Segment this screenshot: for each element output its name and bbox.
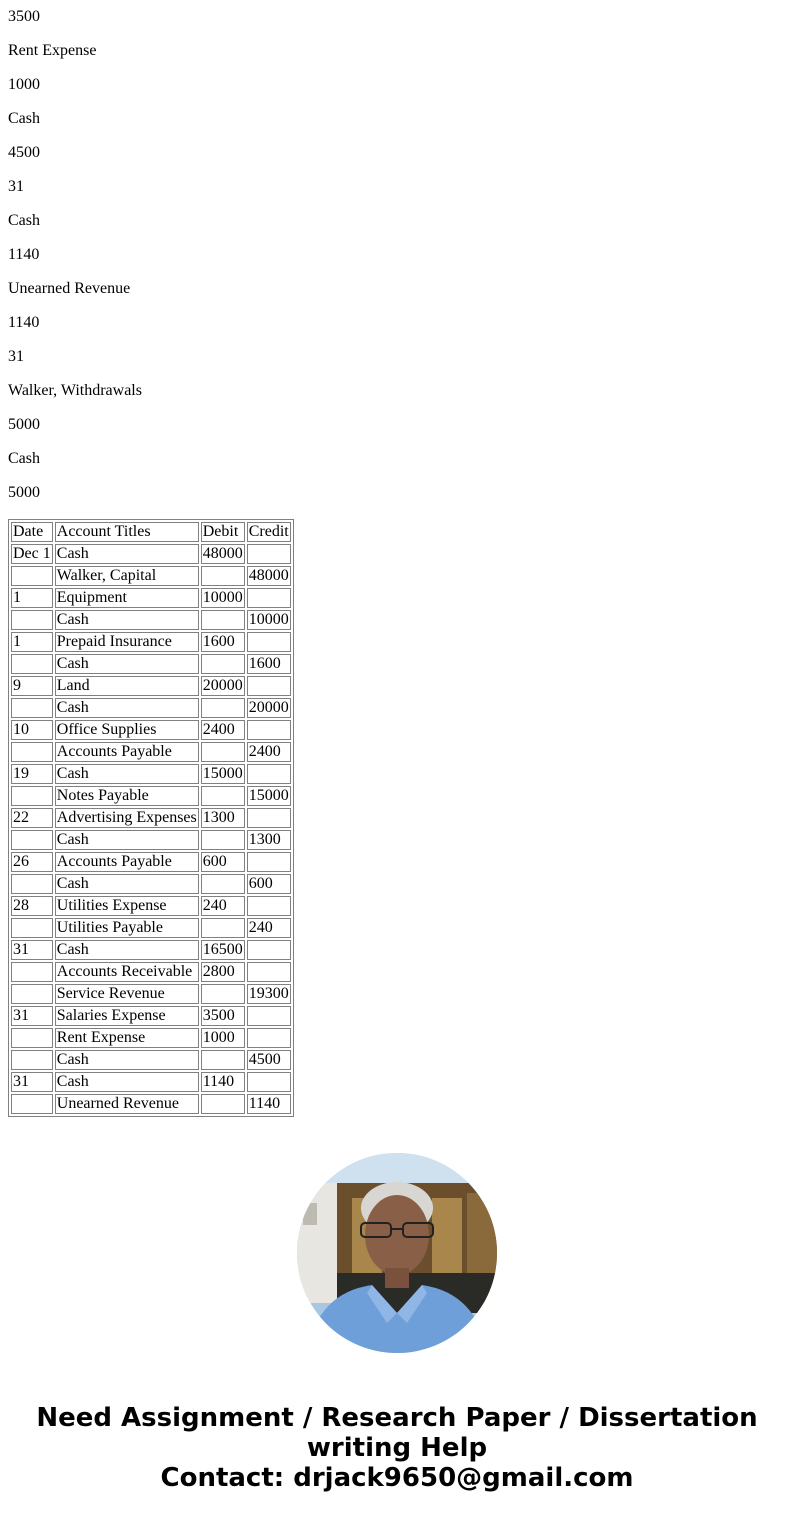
date-cell xyxy=(11,786,53,806)
credit-cell xyxy=(247,808,291,828)
account-title-cell: Cash xyxy=(55,940,199,960)
credit-cell xyxy=(247,852,291,872)
credit-cell xyxy=(247,764,291,784)
debit-cell xyxy=(201,610,245,630)
table-row xyxy=(11,742,291,762)
journal-entry xyxy=(11,896,291,938)
debit-cell xyxy=(201,1050,245,1070)
text-line: 1140 xyxy=(8,314,40,331)
table-header xyxy=(11,522,291,542)
account-title-cell: Walker, Capital xyxy=(55,566,199,586)
table-row xyxy=(11,874,291,894)
account-title-cell: Prepaid Insurance xyxy=(55,632,199,652)
journal-table-container[interactable] xyxy=(8,519,294,1123)
debit-cell xyxy=(201,654,245,674)
text-line: 4500 xyxy=(8,144,40,161)
table-row xyxy=(11,654,291,674)
text-line: 5000 xyxy=(8,484,40,501)
banner-line-2: writing Help xyxy=(306,1433,488,1463)
debit-cell xyxy=(201,830,245,850)
table-row xyxy=(11,786,291,806)
author-photo-icon xyxy=(297,1153,497,1353)
date-cell: 26 xyxy=(11,852,53,872)
account-title-cell: Salaries Expense xyxy=(55,1006,199,1026)
date-cell xyxy=(11,1050,53,1070)
date-cell xyxy=(11,918,53,938)
journal-entry xyxy=(11,808,291,850)
date-cell xyxy=(11,874,53,894)
table-row xyxy=(11,1050,291,1070)
date-cell: 1 xyxy=(11,588,53,608)
text-line: 1140 xyxy=(8,246,40,263)
account-title-cell: Rent Expense xyxy=(55,1028,199,1048)
table-row xyxy=(11,566,291,586)
debit-cell xyxy=(201,984,245,1004)
table-row xyxy=(11,830,291,850)
credit-cell: 1600 xyxy=(247,654,291,674)
account-title-cell: Service Revenue xyxy=(55,984,199,1004)
journal-text-lines xyxy=(8,0,142,510)
header-date: Date xyxy=(11,522,53,542)
table-row xyxy=(11,676,291,696)
credit-cell xyxy=(247,940,291,960)
debit-cell: 1300 xyxy=(201,808,245,828)
text-line: 31 xyxy=(8,348,24,365)
debit-cell: 2400 xyxy=(201,720,245,740)
debit-cell xyxy=(201,874,245,894)
date-cell: 9 xyxy=(11,676,53,696)
text-line: 3500 xyxy=(8,8,40,25)
journal-entry xyxy=(11,676,291,718)
banner-line-1: Need Assignment / Research Paper / Dissertation xyxy=(36,1403,758,1433)
account-title-cell: Accounts Payable xyxy=(55,852,199,872)
credit-cell xyxy=(247,1028,291,1048)
header-row xyxy=(11,522,291,542)
date-cell xyxy=(11,1094,53,1114)
text-line: Cash xyxy=(8,110,40,127)
account-title-cell: Utilities Expense xyxy=(55,896,199,916)
account-title-cell: Accounts Payable xyxy=(55,742,199,762)
debit-cell xyxy=(201,786,245,806)
date-cell xyxy=(11,962,53,982)
date-cell: 19 xyxy=(11,764,53,784)
table-row xyxy=(11,764,291,784)
account-title-cell: Land xyxy=(55,676,199,696)
journal-entry xyxy=(11,1072,291,1114)
date-cell xyxy=(11,610,53,630)
debit-cell xyxy=(201,1094,245,1114)
table-row xyxy=(11,544,291,564)
credit-cell xyxy=(247,896,291,916)
credit-cell xyxy=(247,588,291,608)
credit-cell: 19300 xyxy=(248,985,289,1002)
author-avatar xyxy=(297,1153,497,1353)
credit-cell: 1300 xyxy=(247,830,291,850)
date-cell xyxy=(11,984,53,1004)
date-cell xyxy=(11,566,53,586)
credit-cell xyxy=(247,544,291,564)
date-cell xyxy=(11,742,53,762)
debit-cell: 1140 xyxy=(201,1072,245,1092)
date-cell: 31 xyxy=(11,1006,53,1026)
table-row xyxy=(11,1094,291,1114)
account-title-cell: Cash xyxy=(55,1072,199,1092)
account-title-cell: Cash xyxy=(55,764,199,784)
journal-entry xyxy=(11,720,291,762)
debit-cell xyxy=(201,566,245,586)
date-cell: 28 xyxy=(11,896,53,916)
debit-cell: 3500 xyxy=(201,1006,245,1026)
account-title-cell: Advertising Expenses xyxy=(56,809,197,826)
credit-cell: 48000 xyxy=(248,567,289,584)
account-title-cell: Cash xyxy=(55,1050,199,1070)
account-title-cell: Cash xyxy=(55,544,199,564)
text-line: Walker, Withdrawals xyxy=(8,382,142,399)
journal-entry xyxy=(11,632,291,674)
table-row xyxy=(11,698,291,718)
debit-cell: 10000 xyxy=(202,589,243,606)
account-title-cell: Cash xyxy=(55,874,199,894)
date-cell xyxy=(11,830,53,850)
header-account-titles: Account Titles xyxy=(55,522,199,542)
account-title-cell: Cash xyxy=(55,610,199,630)
table-row xyxy=(11,808,291,828)
table-row xyxy=(11,1072,291,1092)
debit-cell: 20000 xyxy=(202,677,243,694)
credit-cell: 600 xyxy=(247,874,291,894)
debit-cell: 48000 xyxy=(202,545,243,562)
contact-banner xyxy=(0,1403,794,1493)
account-title-cell: Cash xyxy=(55,830,199,850)
journal-table xyxy=(8,519,294,1117)
table-row xyxy=(11,720,291,740)
debit-cell: 2800 xyxy=(201,962,245,982)
date-cell: 1 xyxy=(11,632,53,652)
credit-cell: 240 xyxy=(247,918,291,938)
journal-entry xyxy=(11,544,291,586)
text-line: Unearned Revenue xyxy=(8,280,131,297)
header-debit: Debit xyxy=(201,522,245,542)
account-title-cell: Utilities Payable xyxy=(55,918,199,938)
text-line: Cash xyxy=(8,212,40,229)
text-line: Cash xyxy=(8,450,40,467)
credit-cell: 15000 xyxy=(248,787,289,804)
credit-cell xyxy=(247,1072,291,1092)
journal-entry xyxy=(11,764,291,806)
date-cell xyxy=(11,1028,53,1048)
table-row xyxy=(11,962,291,982)
journal-entry xyxy=(11,1006,291,1070)
date-cell: 10 xyxy=(11,720,53,740)
credit-cell xyxy=(247,676,291,696)
account-title-cell: Equipment xyxy=(55,588,199,608)
account-title-cell: Notes Payable xyxy=(55,786,199,806)
credit-cell: 10000 xyxy=(248,611,289,628)
date-cell xyxy=(11,698,53,718)
credit-cell: 1140 xyxy=(247,1094,291,1114)
credit-cell xyxy=(247,720,291,740)
debit-cell: 15000 xyxy=(202,765,243,782)
text-line: Rent Expense xyxy=(8,42,97,59)
date-cell: 22 xyxy=(11,808,53,828)
account-title-cell: Unearned Revenue xyxy=(55,1094,199,1114)
credit-cell xyxy=(247,962,291,982)
debit-cell: 1600 xyxy=(201,632,245,652)
journal-entry xyxy=(11,852,291,894)
table-row xyxy=(11,588,291,608)
table-row xyxy=(11,632,291,652)
debit-cell xyxy=(201,742,245,762)
debit-cell xyxy=(201,918,245,938)
journal-entry xyxy=(11,940,291,1004)
debit-cell: 1000 xyxy=(201,1028,245,1048)
account-title-cell: Cash xyxy=(55,698,199,718)
debit-cell xyxy=(201,698,245,718)
table-row xyxy=(11,610,291,630)
table-row xyxy=(11,940,291,960)
table-row xyxy=(11,984,291,1004)
journal-entry xyxy=(11,588,291,630)
credit-cell: 2400 xyxy=(247,742,291,762)
text-line: 5000 xyxy=(8,416,40,433)
text-line: 1000 xyxy=(8,76,40,93)
contact-email-line[interactable]: Contact: drjack9650@gmail.com xyxy=(160,1463,634,1493)
date-cell: Dec 1 xyxy=(13,545,51,562)
debit-cell: 600 xyxy=(201,852,245,872)
table-row xyxy=(11,1028,291,1048)
account-title-cell: Accounts Receivable xyxy=(55,962,199,982)
table-row xyxy=(11,1006,291,1026)
debit-cell: 240 xyxy=(201,896,245,916)
table-row xyxy=(11,852,291,872)
debit-cell: 16500 xyxy=(202,941,243,958)
date-cell: 31 xyxy=(11,1072,53,1092)
text-line: 31 xyxy=(8,178,24,195)
table-row xyxy=(11,896,291,916)
credit-cell: 20000 xyxy=(248,699,289,716)
table-row xyxy=(11,918,291,938)
credit-cell xyxy=(247,632,291,652)
account-title-cell: Office Supplies xyxy=(55,720,199,740)
date-cell: 31 xyxy=(11,940,53,960)
credit-cell: 4500 xyxy=(247,1050,291,1070)
credit-cell xyxy=(247,1006,291,1026)
header-credit: Credit xyxy=(248,523,289,540)
date-cell xyxy=(11,654,53,674)
account-title-cell: Cash xyxy=(55,654,199,674)
